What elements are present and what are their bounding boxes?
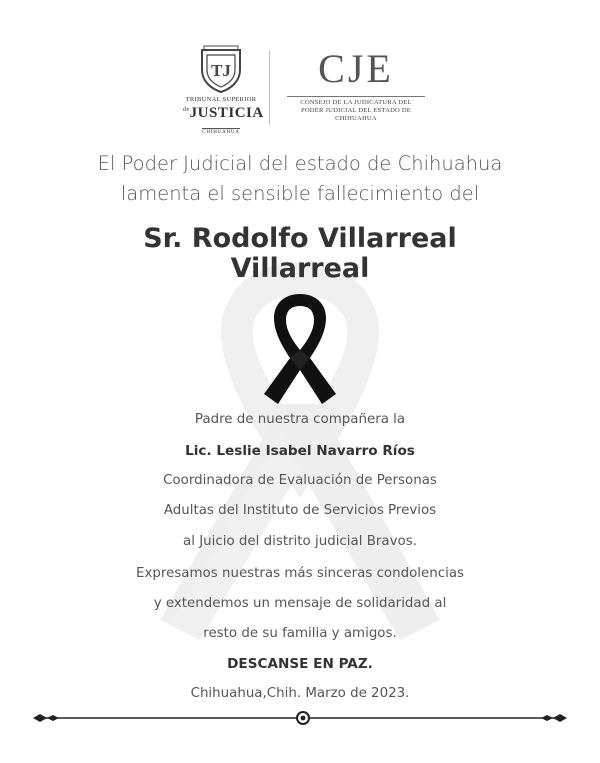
logo-divider — [269, 50, 270, 124]
relation-text: Padre de nuestra compañera la — [194, 412, 406, 427]
header-logos — [0, 44, 600, 134]
cje-logo — [283, 46, 429, 123]
intro-line1: El Poder Judicial del estado de Chihuahua — [97, 152, 503, 175]
cje-subtitle-line2: PODER JUDICIAL DEL ESTADO DE CHIHUAHUA — [300, 107, 412, 122]
tsj-title-line3: CHIHUAHUA — [202, 130, 240, 135]
role-line3: al Juicio del distrito judicial Bravos. — [183, 534, 417, 549]
condolence-line3: resto de su familia y amigos. — [203, 626, 397, 641]
deceased-name-line2: Villarreal — [230, 253, 370, 284]
closing-text: DESCANSE EN PAZ. — [227, 656, 373, 672]
svg-text:TJ: TJ — [211, 61, 231, 80]
deceased-name-line1: Sr. Rodolfo Villarreal — [143, 223, 457, 254]
intro-line2: lamenta el sensible fallecimiento del — [120, 182, 480, 205]
tsj-logo — [183, 44, 264, 138]
cje-subtitle-line1: CONSEJO DE LA JUDICATURA DEL — [300, 99, 412, 106]
role-line2: Adultas del Instituto de Servicios Previos — [163, 503, 437, 518]
cje-rule — [287, 96, 425, 97]
tsj-title-line1: TRIBUNAL SUPERIOR — [185, 96, 257, 103]
cje-letters: CJE — [318, 46, 394, 91]
role-line1: Coordinadora de Evaluación de Personas — [163, 473, 437, 488]
condolence-line1: Expresamos nuestras más sinceras condolencias — [135, 566, 465, 581]
tsj-title-line2: $^{de}$JUSTICIA — [183, 105, 264, 121]
decorative-footer-divider — [0, 706, 600, 730]
black-ribbon-icon — [258, 292, 342, 404]
employee-name: Lic. Leslie Isabel Navarro Ríos — [185, 443, 415, 459]
condolence-line2: y extendemos un mensaje de solidaridad al — [153, 596, 447, 611]
tsj-crest-icon — [198, 44, 244, 94]
place-date: Chihuahua,Chih. Marzo de 2023. — [190, 686, 410, 701]
